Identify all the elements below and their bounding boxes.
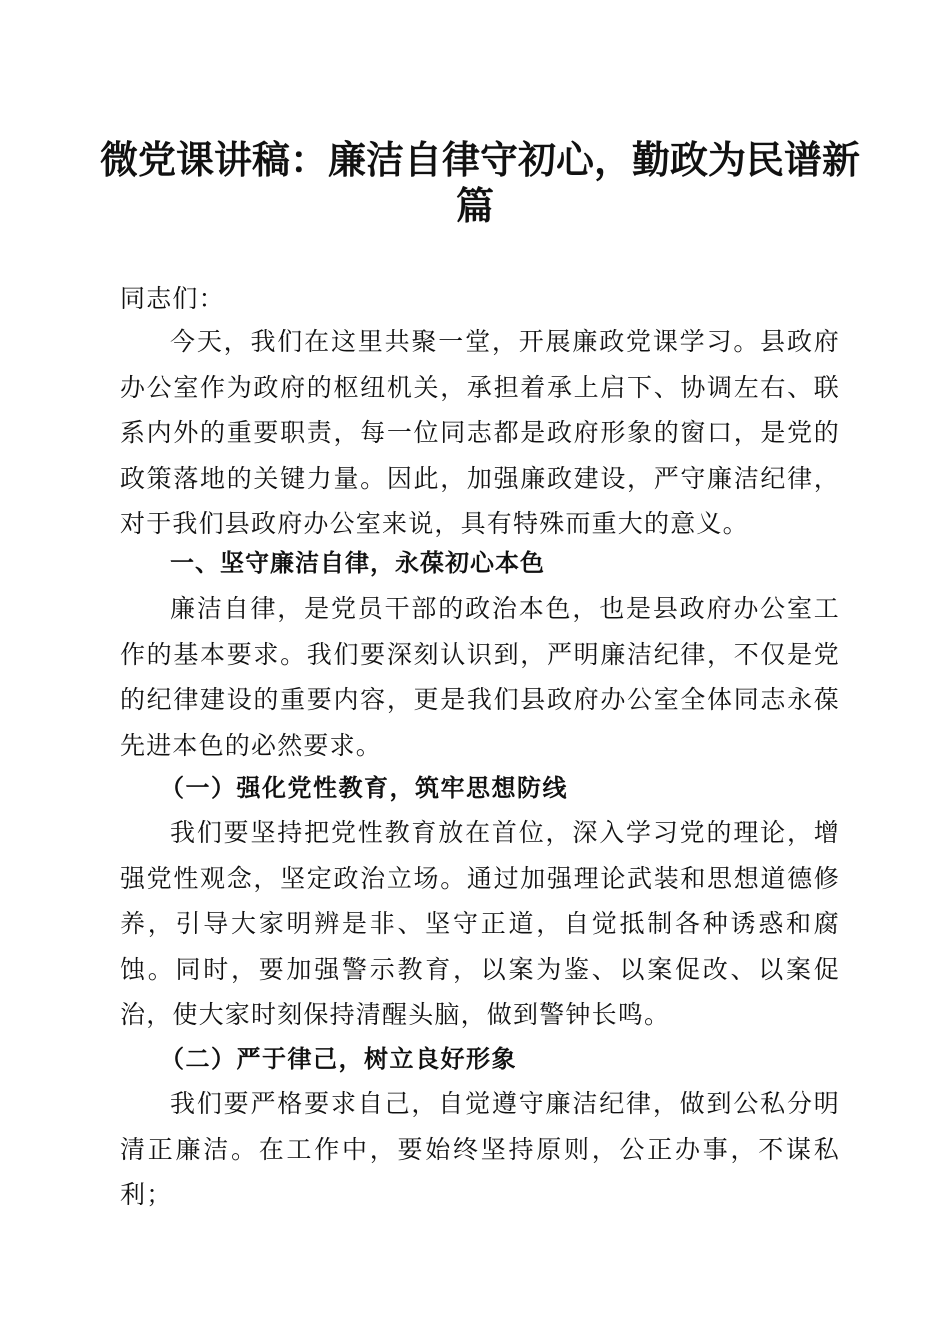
- subsection-1-heading: （一）强化党性教育，筑牢思想防线: [160, 773, 568, 802]
- subsection-2-heading: （二）严于律己，树立良好形象: [160, 1044, 517, 1073]
- greeting: 同志们：: [120, 284, 225, 313]
- section-1-paragraph: 廉洁自律，是党员干部的政治本色，也是县政府办公室工作的基本要求。我们要深刻认识到，严明廉洁纪律，不仅是党的纪律建设的重要内容，更是我们县政府办公室全体同志永葆先进本色的必然要求。: [120, 594, 840, 760]
- section-1-heading: 一、坚守廉洁自律，永葆初心本色: [170, 549, 545, 577]
- intro-paragraph: 今天，我们在这里共聚一堂，开展廉政党课学习。县政府办公室作为政府的枢纽机关，承担着承上启下、协调左右、联系内外的重要职责，每一位同志都是政府形象的窗口，是党的政策落地的关键力量。因此，加强廉政建设，严守廉洁纪律，对于我们县政府办公室来说，具有特殊而重大的意义。: [120, 327, 840, 538]
- document-title-line-2: 篇: [455, 183, 494, 228]
- subsection-1-paragraph: 我们要坚持把党性教育放在首位，深入学习党的理论，增强党性观念，坚定政治立场。通过加强理论武装和思想道德修养，引导大家明辨是非、坚守正道，自觉抵制各种诱惑和腐蚀。同时，要加强警示教育，以案为鉴、以案促改、以案促治，使大家时刻保持清醒头脑，做到警钟长鸣。: [120, 818, 840, 1029]
- document-title-line-1: 微党课讲稿：廉洁自律守初心，勤政为民谱新: [100, 137, 861, 182]
- subsection-2-paragraph: 我们要严格要求自己，自觉遵守廉洁纪律，做到公私分明清正廉洁。在工作中，要始终坚持原则，公正办事，不谋私利；: [120, 1089, 840, 1209]
